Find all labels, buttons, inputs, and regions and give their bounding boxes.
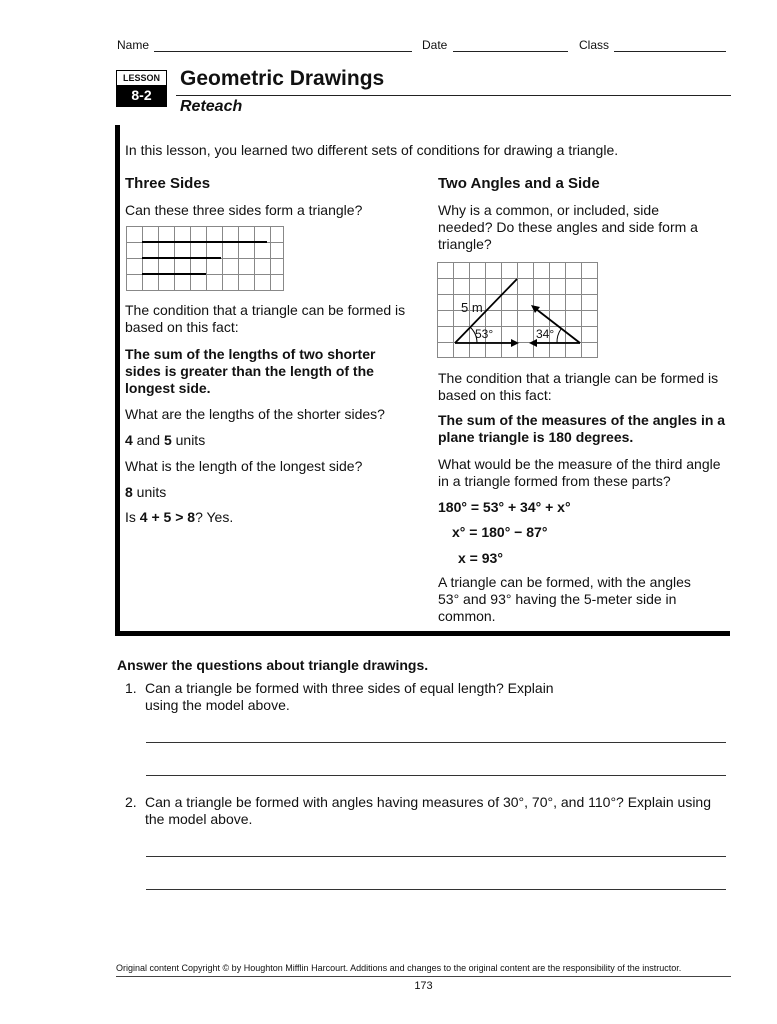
equation-1: 180° = 53° + 34° + x° (438, 499, 571, 515)
question-2-number: 2. (125, 794, 137, 810)
lesson-badge (116, 70, 167, 107)
two-angles-fact: The sum of the measures of the angles in a plane triangle is 180 degrees. (438, 412, 726, 445)
longest-side-units: units (132, 484, 167, 500)
longest-side-question: What is the length of the longest side? (125, 458, 363, 474)
three-sides-question: Can these three sides form a triangle? (125, 202, 363, 218)
shorter-side-a: 4 (125, 432, 133, 448)
date-blank[interactable] (453, 39, 568, 52)
class-label: Class (579, 38, 610, 52)
date-label: Date (422, 38, 448, 52)
name-field (117, 38, 412, 52)
two-angles-question: Why is a common, or included, side needed? Do these angles and side form a triangle? (438, 202, 698, 252)
copyright-notice: Original content Copyright © by Houghton Mifflin Harcourt. Additions and changes to the original content are the responsibility of the instructor. (116, 963, 682, 973)
check-expression: 4 + 5 > 8 (139, 509, 196, 525)
questions-heading: Answer the questions about triangle drawings. (117, 657, 429, 673)
third-angle-question: What would be the measure of the third angle in a triangle formed from these parts? (438, 456, 721, 489)
two-angles-conclusion: A triangle can be formed, with the angles 53° and 93° having the 5-meter side in common. (438, 574, 691, 624)
class-blank[interactable] (614, 39, 726, 52)
question-1-text: Can a triangle be formed with three sides of equal length? Explain using the model above. (145, 680, 554, 713)
answer-line-2b[interactable] (146, 889, 726, 890)
two-angles-condition: The condition that a triangle can be formed is based on this fact: (438, 370, 719, 403)
inequality-check (125, 509, 233, 526)
three-sides-grid-figure (126, 226, 286, 292)
page-subtitle: Reteach (180, 98, 243, 115)
name-blank[interactable] (154, 39, 412, 52)
footer-rule (116, 976, 731, 977)
question-2-text: Can a triangle be formed with angles having measures of 30°, 70°, and 110°? Explain using the model above. (145, 794, 711, 827)
angle-label-34: 34° (536, 327, 555, 341)
intro-text: In this lesson, you learned two different sets of conditions for drawing a triangle. (125, 142, 619, 158)
equation-3: x = 93° (458, 550, 503, 566)
shorter-side-b: 5 (163, 432, 172, 448)
angle-label-53: 53° (475, 327, 494, 341)
page-number: 173 (414, 980, 433, 992)
lesson-badge-label: LESSON (117, 71, 166, 85)
answer-line-2a[interactable] (146, 856, 726, 857)
check-result: ? Yes. (195, 509, 234, 525)
two-angles-heading: Two Angles and a Side (438, 175, 600, 192)
question-1-number: 1. (125, 680, 137, 696)
box-bottom-border (115, 631, 730, 636)
date-field (422, 38, 568, 52)
side-label-5m: 5 m (461, 300, 483, 315)
three-sides-condition: The condition that a triangle can be formed is based on this fact: (125, 302, 406, 335)
answer-line-1b[interactable] (146, 775, 726, 776)
two-angles-grid-figure (437, 262, 599, 358)
lesson-number: 8-2 (117, 85, 166, 106)
equation-2: x° = 180° − 87° (452, 524, 548, 540)
check-is: Is (125, 509, 140, 525)
class-field (579, 38, 726, 52)
answer-and: and (132, 432, 164, 448)
longest-side-answer (125, 484, 166, 501)
shorter-sides-answer (125, 432, 205, 449)
answer-units: units (171, 432, 206, 448)
answer-line-1a[interactable] (146, 742, 726, 743)
three-sides-heading: Three Sides (125, 175, 211, 192)
three-sides-fact: The sum of the lengths of two shorter sides is greater than the length of the longest side. (125, 346, 376, 396)
shorter-sides-question: What are the lengths of the shorter sides? (125, 406, 385, 422)
title-rule (176, 95, 731, 96)
longest-side-value: 8 (125, 484, 133, 500)
box-left-border (115, 125, 120, 636)
page-title: Geometric Drawings (180, 67, 385, 90)
name-label: Name (117, 38, 150, 52)
